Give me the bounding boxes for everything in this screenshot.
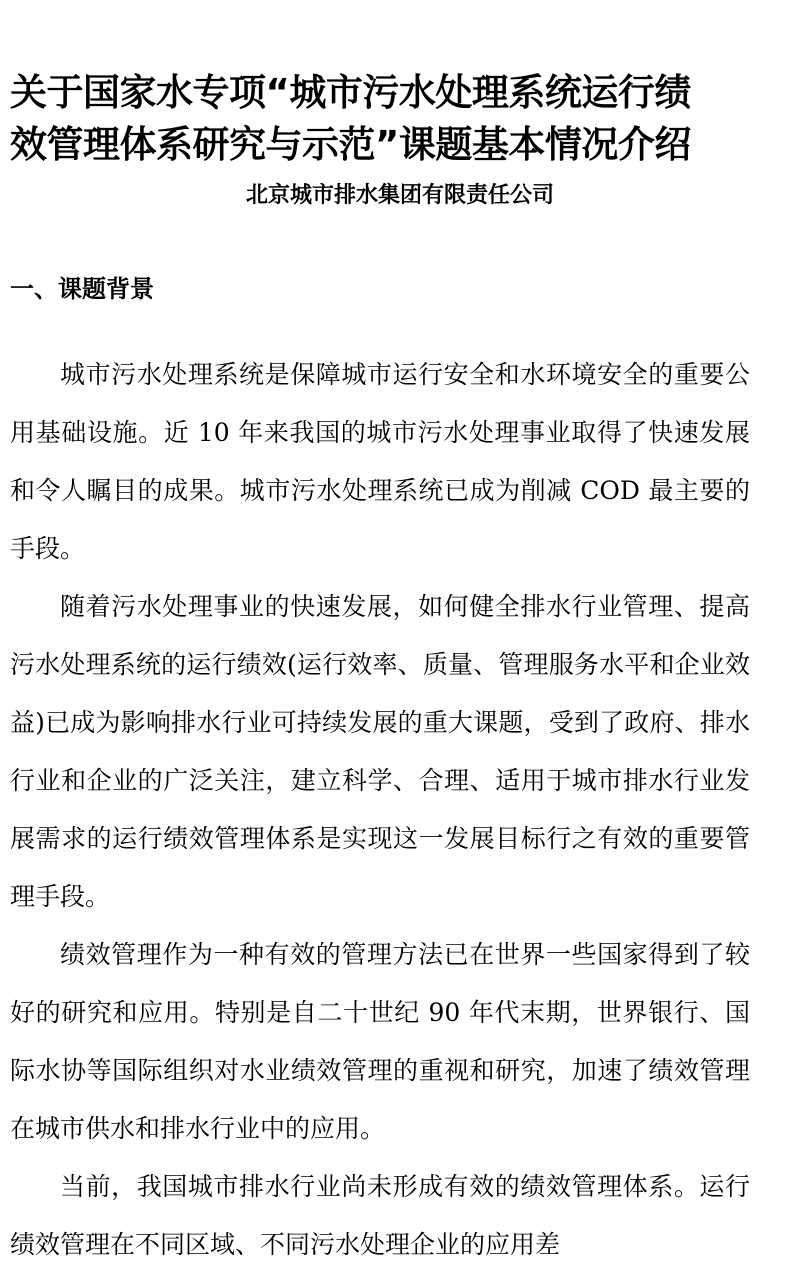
paragraph-1: 城市污水处理系统是保障城市运行安全和水环境安全的重要公用基础设施。近 10 年来我国的城市污水处理事业取得了快速发展和令人瞩目的成果。城市污水处理系统已成为削减 COD 最主要的手段。 (10, 360, 750, 563)
paragraph-4: 当前，我国城市排水行业尚未形成有效的绩效管理体系。运行绩效管理在不同区域、不同污水处理企业的应用差 (10, 1172, 750, 1259)
paragraph-2: 随着污水处理事业的快速发展，如何健全排水行业管理、提高污水处理系统的运行绩效(运行效率、质量、管理服务水平和企业效益)已成为影响排水行业可持续发展的重大课题，受到了政府、排水行业和企业的广泛关注，建立科学、合理、适用于城市排水行业发展需求的运行绩效管理体系是实现这一发展目标行之有效的重要管理手段。 (10, 592, 750, 911)
paragraph-3: 绩效管理作为一种有效的管理方法已在世界一些国家得到了较好的研究和应用。特别是自二十世纪 90 年代末期，世界银行、国际水协等国际组织对水业绩效管理的重视和研究，加速了绩效管理在城市供水和排水行业中的应用。 (10, 940, 750, 1143)
document-title-line-1: 关于国家水专项“城市污水处理系统运行绩 (10, 71, 691, 114)
organization-name: 北京城市排水集团有限责任公司 (245, 183, 554, 208)
section-heading-background: 一、课题背景 (10, 275, 154, 303)
document-title-line-2: 效管理体系研究与示范”课题基本情况介绍 (10, 123, 691, 166)
document-body (10, 346, 750, 1274)
